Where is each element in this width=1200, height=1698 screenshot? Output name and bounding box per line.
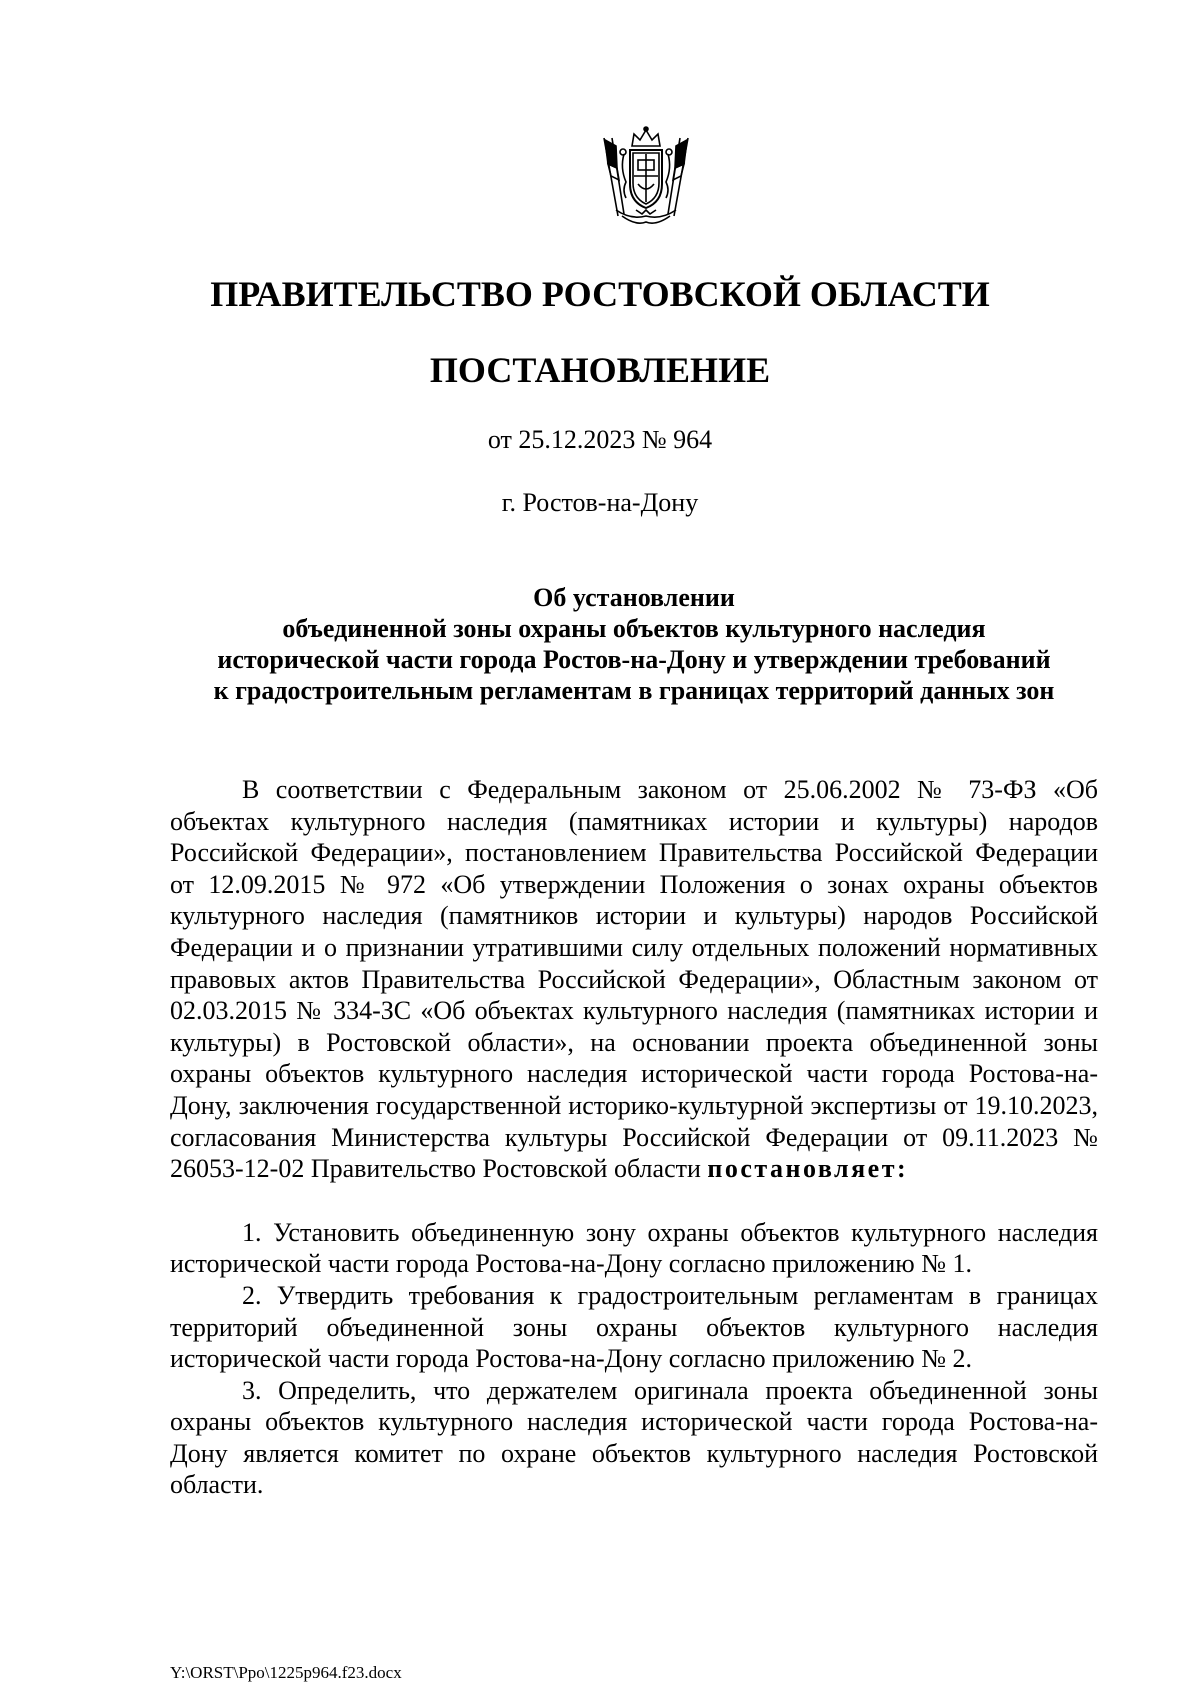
title-line: исторической части города Ростов-на-Дону и утверждении требований — [217, 645, 1051, 674]
coat-of-arms-icon — [596, 124, 696, 228]
clause-paragraph: 3. Определить, что держателем оригинала проекта объединенной зоны охраны объектов культурного наследия исторической части города Ростова-на-Дону является комитет по охране объектов культурного наследия Ростовской области. — [170, 1375, 1098, 1500]
document-type: ПОСТАНОВЛЕНИЕ — [429, 350, 771, 390]
clause-paragraph: 2. Утвердить требования к градостроительным регламентам в границах территорий объединенной зоны охраны объектов культурного наследия исторической части города Ростова-на-Дону согласно приложению № 2. — [170, 1280, 1098, 1374]
title-line: Об установлении — [533, 583, 735, 612]
decree-word: постановляет: — [707, 1154, 909, 1184]
document-date-number: от 25.12.2023 № 964 — [487, 425, 713, 454]
title-line: объединенной зоны охраны объектов культурного наследия — [282, 614, 986, 643]
clause-paragraph: 1. Установить объединенную зону охраны объектов культурного наследия исторической части города Ростова-на-Дону согласно приложению № 1. — [170, 1217, 1098, 1279]
preamble-paragraph — [170, 774, 1098, 1185]
organization-name: ПРАВИТЕЛЬСТВО РОСТОВСКОЙ ОБЛАСТИ — [210, 274, 990, 314]
file-path: Y:\ORST\Ppo\1225p964.f23.docx — [170, 1663, 402, 1682]
preamble-text: В соответствии с Федеральным законом от 25.06.2002 № 73-ФЗ «Об объектах культурного наследия (памятниках истории и культуры) народов Российской Федерации», постановлением Правительства Российской Федерации от 12.09.2015 № 972 «Об утверждении Положения о зонах охраны объектов культурного наследия (памятников истории и культуры) народов Российской Федерации и о признании утратившими силу отдельных положений нормативных правовых актов Правительства Российской Федерации», Областным законом от 02.03.2015 № 334-ЗС «Об объектах культурного наследия (памятниках истории и культуры) в Ростовской области», на основании проекта объединенной зоны охраны объектов культурного наследия исторической части города Ростова-на-Дону, заключения государственной историко-культурной экспертизы от 19.10.2023, согласования Министерства культуры Российской Федерации от 09.11.2023 № 26053-12-02 Правительство Ростовской области — [170, 775, 1098, 1184]
document-body — [170, 774, 1098, 1501]
document-title — [170, 582, 1098, 706]
document-city: г. Ростов-на-Дону — [501, 488, 699, 517]
title-line: к градостроительным регламентам в границах территорий данных зон — [213, 676, 1055, 705]
